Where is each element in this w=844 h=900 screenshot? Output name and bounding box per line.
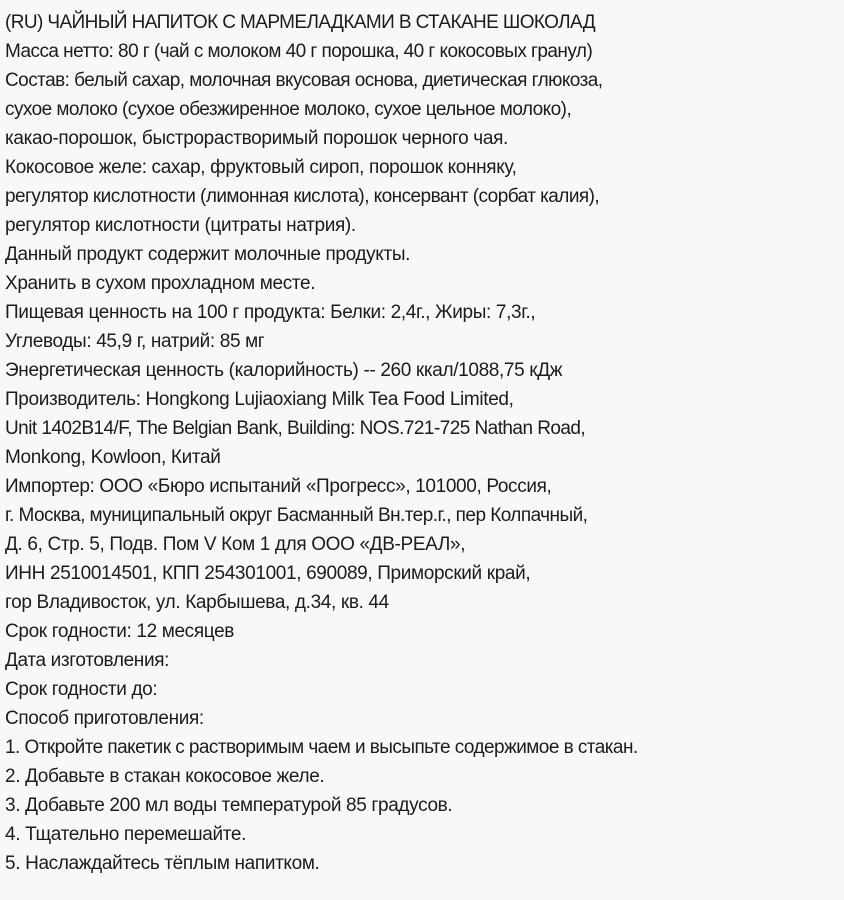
ingredients-line-3: какао-порошок, быстрорастворимый порошок черного чая.: [5, 128, 508, 149]
manufacturer-line-3: Monkong, Kowloon, Китай: [5, 447, 221, 468]
allergen-note: Данный продукт содержит молочные продукты.: [5, 244, 411, 265]
label-title: (RU) ЧАЙНЫЙ НАПИТОК С МАРМЕЛАДКАМИ В СТАКАНЕ ШОКОЛАД: [5, 12, 595, 33]
shelf-life-line: Срок годности: 12 месяцев: [5, 621, 235, 642]
net-weight-line: Масса нетто: 80 г (чай с молоком 40 г порошка, 40 г кокосовых гранул): [5, 41, 593, 62]
preparation-step-2: 2. Добавьте в стакан кокосовое желе.: [5, 766, 325, 787]
importer-line-1: Импортер: ООО «Бюро испытаний «Прогресс», 101000, Россия,: [5, 476, 552, 497]
manufacturer-line-1: Производитель: Hongkong Lujiaoxiang Milk Tea Food Limited,: [5, 389, 514, 410]
coconut-jelly-line-2: регулятор кислотности (лимонная кислота), консервант (сорбат калия),: [5, 186, 600, 207]
nutrition-line-2: Углеводы: 45,9 г, натрий: 85 мг: [5, 331, 265, 352]
importer-line-2: г. Москва, муниципальный округ Басманный Вн.тер.г., пер Колпачный,: [5, 505, 588, 526]
storage-note: Хранить в сухом прохладном месте.: [5, 273, 316, 294]
ingredients-line-2: сухое молоко (сухое обезжиренное молоко, сухое цельное молоко),: [5, 99, 572, 120]
manufacturer-line-2: Unit 1402B14/F, The Belgian Bank, Building: NOS.721-725 Nathan Road,: [5, 418, 586, 439]
nutrition-line-1: Пищевая ценность на 100 г продукта: Белки: 2,4г., Жиры: 7,3г.,: [5, 302, 536, 323]
preparation-heading: Способ приготовления:: [5, 708, 204, 729]
coconut-jelly-line-3: регулятор кислотности (цитраты натрия).: [5, 215, 356, 236]
manufacture-date-line: Дата изготовления:: [5, 650, 170, 671]
preparation-step-1: 1. Откройте пакетик с растворимым чаем и высыпьте содержимое в стакан.: [5, 737, 638, 758]
preparation-step-5: 5. Наслаждайтесь тёплым напитком.: [5, 853, 320, 874]
best-before-line: Срок годности до:: [5, 679, 158, 700]
importer-line-4: ИНН 2510014501, КПП 254301001, 690089, Приморский край,: [5, 563, 531, 584]
energy-value-line: Энергетическая ценность (калорийность) -- 260 ккал/1088,75 кДж: [5, 360, 563, 381]
preparation-step-3: 3. Добавьте 200 мл воды температурой 85 градусов.: [5, 795, 453, 816]
importer-line-5: гор Владивосток, ул. Карбышева, д.34, кв. 44: [5, 592, 389, 613]
preparation-step-4: 4. Тщательно перемешайте.: [5, 824, 247, 845]
ingredients-line-1: Состав: белый сахар, молочная вкусовая основа, диетическая глюкоза,: [5, 70, 603, 91]
importer-line-3: Д. 6, Стр. 5, Подв. Пом V Ком 1 для ООО «ДВ-РЕАЛ»,: [5, 534, 466, 555]
coconut-jelly-line-1: Кокосовое желе: сахар, фруктовый сироп, порошок конняку,: [5, 157, 517, 178]
